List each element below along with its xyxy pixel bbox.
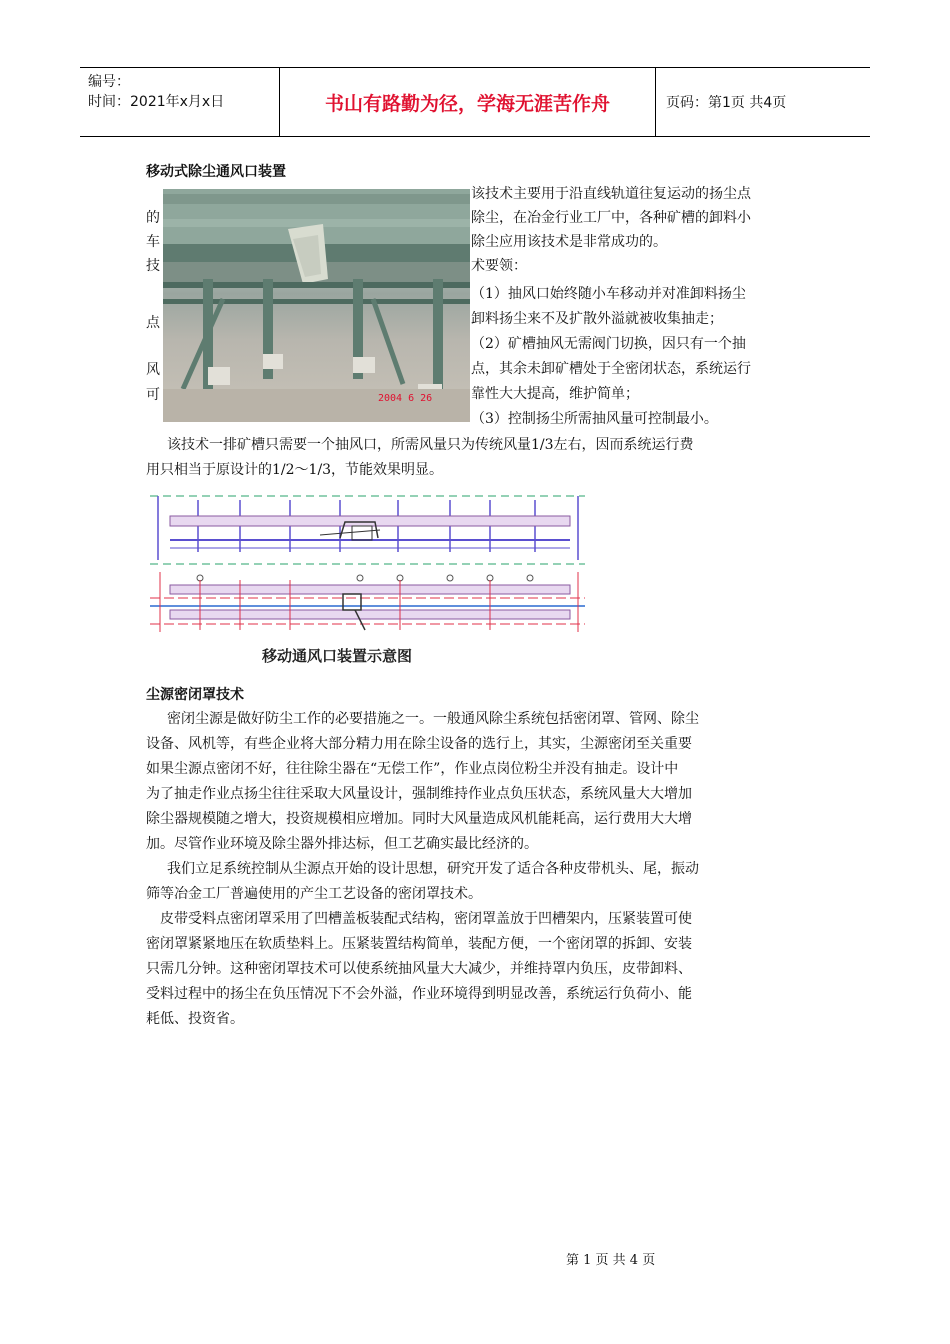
header-left-cell xyxy=(80,68,280,136)
paragraph-line: 皮带受料点密闭罩采用了凹槽盖板装配式结构，密闭罩盖放于凹槽架内，压紧装置可使 xyxy=(160,911,692,927)
wrap-line: 术要领： xyxy=(471,258,527,274)
wrap-line: （2）矿槽抽风无需阀门切换，因只有一个抽 xyxy=(471,336,746,352)
section-title-mobile-vent: 移动式除尘通风口装置 xyxy=(146,164,286,180)
vent-schematic-diagram xyxy=(150,490,590,640)
time-label: 时间：2021年x月x日 xyxy=(88,94,225,110)
number-label: 编号： xyxy=(88,74,130,90)
page-info: 页码：第1页 共4页 xyxy=(666,95,787,111)
paragraph-line: 筛等冶金工厂普遍使用的产尘工艺设备的密闭罩技术。 xyxy=(146,886,482,902)
motto: 书山有路勤为径，学海无涯苦作舟 xyxy=(280,68,656,136)
paragraph-line: 除尘器规模随之增大，投资规模相应增加。同时大风量造成风机能耗高，运行费用大大增 xyxy=(146,811,692,827)
left-char: 技 xyxy=(146,258,160,274)
wrap-line: 除尘应用该技术是非常成功的。 xyxy=(471,234,667,250)
figure-caption: 移动通风口装置示意图 xyxy=(262,647,413,665)
paragraph-line: 密闭尘源是做好防尘工作的必要措施之一。一般通风除尘系统包括密闭罩、管网、除尘 xyxy=(167,711,699,727)
left-char: 点 xyxy=(146,315,160,331)
left-char: 风 xyxy=(146,362,160,378)
section-title-enclosure: 尘源密闭罩技术 xyxy=(146,687,244,703)
wrap-line: 卸料扬尘来不及扩散外溢就被收集抽走； xyxy=(471,311,723,327)
paragraph-line: 如果尘源点密闭不好，往往除尘器在“无偿工作”，作业点岗位粉尘并没有抽走。设计中 xyxy=(146,761,679,777)
paragraph-line: 我们立足系统控制从尘源点开始的设计思想，研究开发了适合各种皮带机头、尾，振动 xyxy=(167,861,699,877)
left-char: 的 xyxy=(146,210,160,226)
wrap-line: 点，其余未卸矿槽处于全密闭状态，系统运行 xyxy=(471,361,751,377)
left-char: 可 xyxy=(146,387,160,403)
page-footer: 第 1 页 共 4 页 xyxy=(566,1253,656,1268)
paragraph-line: 该技术一排矿槽只需要一个抽风口，所需风量只为传统风量1/3左右，因而系统运行费 xyxy=(167,437,694,453)
wrap-line: 靠性大大提高，维护简单； xyxy=(471,386,639,402)
paragraph-line: 受料过程中的扬尘在负压情况下不会外溢，作业环境得到明显改善，系统运行负荷小、能 xyxy=(146,986,692,1002)
equipment-photo-drawing xyxy=(163,189,470,422)
left-char: 车 xyxy=(146,234,160,250)
wrap-line: （3）控制扬尘所需抽风量可控制最小。 xyxy=(471,411,718,427)
page-header xyxy=(80,67,870,137)
paragraph-line: 设备、风机等，有些企业将大部分精力用在除尘设备的选行上，其实，尘源密闭至关重要 xyxy=(146,736,692,752)
paragraph-line: 密闭罩紧紧地压在软质垫料上。压紧装置结构简单，装配方便，一个密闭罩的拆卸、安装 xyxy=(146,936,692,952)
paragraph-line: 用只相当于原设计的1/2～1/3，节能效果明显。 xyxy=(146,462,444,478)
wrap-line: 除尘，在冶金行业工厂中，各种矿槽的卸料小 xyxy=(471,210,751,226)
paragraph-line: 只需几分钟。这种密闭罩技术可以使系统抽风量大大减少，并维持罩内负压，皮带卸料、 xyxy=(146,961,692,977)
photo-date-stamp: 2004 6 26 xyxy=(378,393,433,404)
paragraph-line: 耗低、投资省。 xyxy=(146,1011,244,1027)
wrap-line: 该技术主要用于沿直线轨道往复运动的扬尘点 xyxy=(471,186,751,202)
paragraph-line: 为了抽走作业点扬尘往往采取大风量设计，强制维持作业点负压状态，系统风量大大增加 xyxy=(146,786,692,802)
paragraph-line: 加。尽管作业环境及除尘器外排达标，但工艺确实最比经济的。 xyxy=(146,836,538,852)
equipment-photo xyxy=(163,189,470,422)
wrap-line: （1）抽风口始终随小车移动并对准卸料扬尘 xyxy=(471,286,746,302)
